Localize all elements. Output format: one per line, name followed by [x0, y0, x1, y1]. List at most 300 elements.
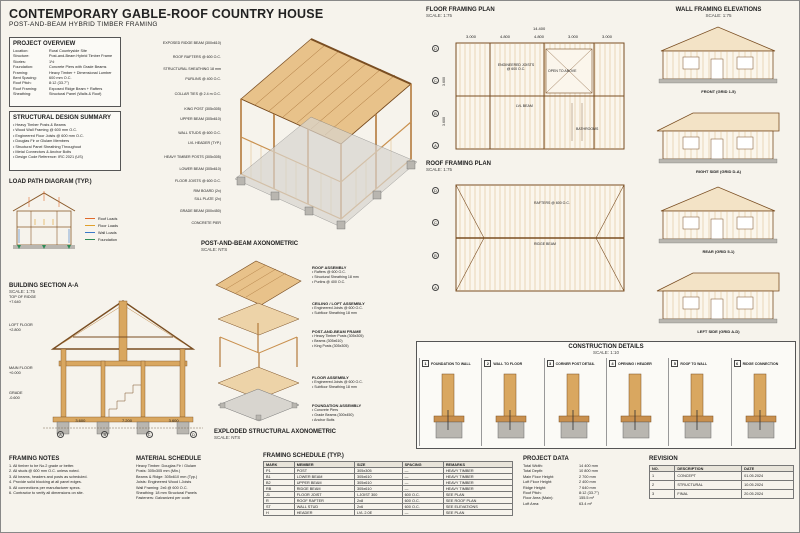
table-cell: — [402, 474, 443, 480]
axo-callout: FLOOR JOISTS @ 600 O.C. [175, 179, 221, 183]
elevation-drawing [653, 105, 783, 167]
roof-plan-grid-rows [432, 187, 439, 291]
axo-callout: CONCRETE PIER [191, 221, 221, 225]
revision-heading: REVISION [649, 456, 678, 462]
framing-schedule-panel [263, 453, 513, 516]
project-data-value: 2 700 mm [579, 474, 596, 479]
overview-value: Structural Panel (Walls & Roof) [49, 92, 102, 97]
detail-number: 6 [734, 360, 741, 367]
table-cell: RB [264, 486, 295, 492]
project-overview-panel [9, 37, 121, 107]
project-data-value: 14 400 mm [579, 464, 598, 468]
exploded-panel [206, 257, 411, 442]
detail-drawing [673, 370, 729, 442]
floor-plan-heading: FLOOR FRAMING PLAN [426, 7, 495, 13]
material-schedule-panel [136, 456, 256, 502]
detail-drawing [486, 370, 542, 442]
table-cell: — [402, 510, 443, 516]
axonometric-panel [129, 29, 429, 259]
material-item: Beams & Ridge: 305x610 mm (Typ.) [136, 474, 198, 479]
project-data-key: Loft Area: [523, 501, 540, 506]
summary-item: • Engineered Floor Joists @ 600 mm O.C. [13, 134, 117, 139]
exploded-group [312, 403, 361, 422]
project-data-value: 155.5 m² [579, 496, 594, 501]
roof-plan-heading: ROOF FRAMING PLAN [426, 161, 491, 167]
table-cell: 600 O.C. [402, 504, 443, 510]
table-cell: R [264, 498, 295, 504]
revision-panel [649, 456, 794, 499]
elevation-label: LEFT SIDE (GRID A-D) [697, 329, 740, 334]
building-section-panel [9, 283, 204, 448]
detail-drawing [549, 370, 605, 442]
table-cell: HEADER [294, 510, 354, 516]
overview-key: Foundation: [13, 65, 34, 70]
grid-bubble: C [146, 431, 153, 438]
section-level-value: +0.000 [9, 370, 21, 375]
section-drawing [43, 297, 203, 447]
legend-label: Wall Loads [98, 230, 117, 235]
detail-header [609, 360, 666, 367]
exploded-scale: SCALE: NTS [214, 435, 241, 440]
overview-value: Rural Countryside Site [49, 49, 87, 53]
summary-item: • Wood Wall Framing @ 600 mm O.C. [13, 128, 117, 133]
axo-title [201, 241, 298, 252]
legend-swatch [85, 218, 95, 219]
summary-item: • Metal Connectors & Anchor Bolts [13, 150, 117, 155]
detail-title: OPENING / HEADER [617, 361, 652, 366]
table-cell: 305x610 [355, 480, 403, 486]
legend-swatch [85, 239, 95, 240]
overview-value: 8:12 (33.7°) [49, 81, 69, 86]
section-level-value: +2.800 [9, 327, 21, 332]
schedule-body [264, 468, 513, 516]
material-item: Wall Framing: 2x6 @ 600 O.C. [136, 485, 188, 490]
overview-key: Structure: [13, 54, 30, 59]
detail-title: WALL TO FLOOR [493, 361, 523, 366]
table-cell: J1 [264, 492, 295, 498]
structural-summary-list [13, 123, 117, 161]
exploded-group-title: FOUNDATION ASSEMBLY [312, 403, 362, 408]
detail-cell [481, 358, 543, 446]
floor-plan-dim: 3.000 [601, 34, 612, 39]
exploded-group-item: • Subfloor Sheathing 18 mm [312, 310, 357, 315]
material-item: Joists: Engineered Wood I-Joists [136, 480, 192, 485]
roof-plan-panel [426, 161, 636, 331]
notes-heading: FRAMING NOTES [9, 456, 60, 462]
section-dim: 3.600 [75, 418, 86, 423]
overview-key: Roof Pitch: [13, 81, 32, 86]
sheet-subtitle: POST-AND-BEAM HYBRID TIMBER FRAMING [9, 21, 158, 28]
section-grid-bubbles [57, 431, 197, 438]
elevations-heading: WALL FRAMING ELEVATIONS [675, 7, 762, 13]
detail-cell [606, 358, 668, 446]
notes-list [9, 464, 129, 496]
grid-bubble: D [190, 431, 197, 438]
exploded-title [214, 429, 336, 440]
title-block [9, 7, 323, 28]
axo-callout: PURLINS @ 400 O.C. [185, 77, 221, 81]
project-data-key: Total Depth: [523, 469, 544, 474]
legend-item [85, 222, 118, 229]
schedule-column-header: SIZE [355, 462, 403, 468]
table-cell: HEAVY TIMBER [443, 474, 512, 480]
detail-title: FOUNDATION TO WALL [431, 361, 471, 366]
exploded-drawing [206, 257, 311, 422]
roof-plan-drawing [454, 183, 626, 293]
note-item: 6. Contractor to verify all dimensions on site. [9, 491, 84, 496]
axo-callout: RIM BOARD (2x) [193, 189, 221, 193]
project-data-row [523, 502, 638, 507]
exploded-group [312, 375, 363, 390]
detail-title: RIDGE CONNECTION [742, 361, 779, 366]
axo-callout: STRUCTURAL SHEATHING 18 mm [163, 67, 221, 71]
table-cell: 10.05.2024 [742, 481, 794, 490]
schedule-heading: FRAMING SCHEDULE (TYP.) [263, 453, 344, 459]
schedule-column-header: MEMBER [294, 462, 354, 468]
exploded-group [312, 329, 364, 348]
exploded-group-item: • Subfloor Sheathing 18 mm [312, 384, 357, 389]
axo-callout: HEAVY TIMBER POSTS (305x305) [164, 155, 221, 159]
floor-plan-side-dim: 3.600 [442, 116, 446, 126]
section-level [9, 323, 33, 332]
overview-key: Framing: [13, 70, 28, 75]
section-level [9, 366, 33, 375]
section-level-value: -0.600 [9, 395, 20, 400]
roof-plan-label-rafters: RAFTERS @ 600 O.C. [534, 201, 570, 205]
legend-label: Floor Loads [98, 223, 119, 228]
overview-value: Concrete Piers with Grade Beams [49, 65, 107, 70]
grid-bubble: A [432, 284, 439, 291]
detail-title: ROOF TO WALL [680, 361, 708, 366]
revision-column-header: DATE [742, 466, 794, 472]
note-item: 5. All connections per manufacturer specs. [9, 485, 81, 490]
section-dim: 3.600 [168, 418, 179, 423]
grid-bubble: A [57, 431, 64, 438]
floor-plan-overall-dim: 14.400 [533, 26, 546, 31]
overview-key: Stories: [13, 59, 26, 64]
section-level-value: +7.640 [9, 299, 21, 304]
detail-number: 5 [671, 360, 678, 367]
table-cell: — [402, 468, 443, 474]
roof-plan-scale: SCALE: 1:75 [426, 167, 453, 172]
exploded-heading: EXPLODED STRUCTURAL AXONOMETRIC [214, 429, 337, 435]
table-cell: 2x8 [355, 498, 403, 504]
project-data-key: Floor Area (Main): [523, 496, 554, 501]
floor-plan-dim: 4.800 [533, 34, 544, 39]
table-cell: ST [264, 504, 295, 510]
section-scale: SCALE: 1:75 [9, 289, 36, 294]
section-dim: 7.200 [121, 418, 132, 423]
legend-item [85, 229, 118, 236]
table-cell: POST [294, 468, 354, 474]
axo-callout: EXPOSED RIDGE BEAM (300x610) [162, 41, 221, 45]
table-cell: HEAVY TIMBER [443, 486, 512, 492]
exploded-group-title: POST-AND-BEAM FRAME [312, 329, 362, 334]
table-cell: 2x6 [355, 504, 403, 510]
sheet-title: CONTEMPORARY GABLE-ROOF COUNTRY HOUSE [9, 7, 324, 21]
floor-plan-dim: 4.800 [499, 34, 510, 39]
exploded-group-item: • Structural Sheathing 18 mm [312, 274, 359, 279]
axo-callout: GRADE BEAM (300x450) [179, 209, 221, 213]
grid-bubble: B [101, 431, 108, 438]
section-dimensions [57, 418, 197, 423]
table-cell: B1 [264, 474, 295, 480]
grid-bubble: B [432, 110, 439, 117]
note-item: 1. All timber to be No.2 grade or better. [9, 464, 75, 468]
floor-plan-side-dim: 3.600 [442, 76, 446, 86]
elevation-view [641, 185, 796, 263]
legend-item [85, 215, 118, 222]
exploded-group-item: • Rafters @ 600 O.C. [312, 270, 346, 274]
elevation-label: REAR (GRID 5-1) [702, 249, 735, 254]
revision-body [650, 472, 794, 499]
table-cell: LOWER BEAM [294, 474, 354, 480]
table-cell: 305x305 [355, 468, 403, 474]
detail-number: 1 [422, 360, 429, 367]
elevations-scale: SCALE: 1:75 [705, 13, 732, 18]
grid-bubble: D [432, 45, 439, 52]
note-item: 2. All studs @ 600 mm O.C. unless noted. [9, 469, 80, 474]
section-level-label: TOP OF RIDGE [9, 295, 37, 299]
detail-header [484, 360, 541, 367]
table-cell: H [264, 510, 295, 516]
schedule-column-header: MARK [264, 462, 295, 468]
schedule-column-header: SPACING [402, 462, 443, 468]
details-heading: CONSTRUCTION DETAILS [568, 344, 644, 350]
project-data-panel [523, 456, 638, 507]
axo-scale: SCALE: NTS [201, 247, 228, 252]
material-list [136, 464, 256, 502]
detail-header [671, 360, 728, 367]
table-cell: — [402, 480, 443, 486]
table-cell: FINAL [675, 490, 742, 499]
project-data-value: 8:12 (33.7°) [579, 491, 599, 496]
table-cell: 3 [650, 490, 675, 499]
floor-plan-label-bathrooms: BATHROOMS [576, 127, 599, 131]
floor-plan-scale: SCALE: 1:75 [426, 13, 453, 18]
load-path-legend [85, 215, 118, 243]
material-item: Fasteners: Galvanized per code [136, 496, 190, 501]
revision-column-header: NO. [650, 466, 675, 472]
exploded-group-item: • Engineered Joists @ 600 O.C. [312, 306, 363, 310]
overview-key: Roof Framing: [13, 86, 38, 91]
detail-cell [668, 358, 730, 446]
exploded-group-item: • King Posts (305x305) [312, 343, 349, 348]
load-path-heading: LOAD PATH DIAGRAM (TYP.) [9, 179, 92, 185]
section-heading: BUILDING SECTION A-A [9, 283, 79, 289]
table-cell: UPPER BEAM [294, 480, 354, 486]
overview-value: Heavy Timber + Dimensional Lumber [49, 70, 112, 75]
project-data-key: Main Floor Height: [523, 474, 555, 479]
table-cell: I-JOIST 300 [355, 492, 403, 498]
exploded-group [312, 301, 365, 316]
section-level [9, 295, 36, 304]
exploded-group-item: • Concrete Piers [312, 408, 339, 412]
project-data-key: Ridge Height: [523, 485, 547, 490]
floor-plan-label-joists: ENGINEERED JOISTS @ 600 O.C. [497, 63, 535, 71]
section-level-label: MAIN FLOOR [9, 366, 33, 370]
table-cell: — [402, 486, 443, 492]
overview-value: Exposed Ridge Beam + Rafters [49, 86, 103, 91]
axo-callout: LVL HEADER (TYP.) [188, 141, 221, 145]
overview-key: Sheathing: [13, 92, 32, 97]
legend-swatch [85, 225, 95, 226]
grid-bubble: A [432, 142, 439, 149]
overview-key: Location: [13, 49, 29, 53]
section-level [9, 391, 23, 400]
grid-bubble: C [432, 219, 439, 226]
detail-cell [731, 358, 793, 446]
detail-title: CORNER POST DETAIL [555, 361, 595, 366]
structural-summary-heading: STRUCTURAL DESIGN SUMMARY [13, 115, 112, 121]
exploded-group-title: ROOF ASSEMBLY [312, 265, 347, 270]
floor-plan-label-open: OPEN TO ABOVE [548, 69, 577, 73]
elevation-label: RIGHT SIDE (GRID D-A) [696, 169, 741, 174]
material-item: Posts: 305x305 mm (Min.) [136, 469, 181, 474]
table-cell: LVL 2.0E [355, 510, 403, 516]
table-cell: SEE ELEVATIONS [443, 504, 512, 510]
exploded-group-title: FLOOR ASSEMBLY [312, 375, 349, 380]
material-item: Heavy Timber: Douglas Fir / Glulam [136, 464, 197, 468]
axo-callout: COLLAR TIES @ 2.4 m O.C. [174, 92, 221, 96]
table-cell: 1 [650, 472, 675, 481]
table-cell: 20.05.2024 [742, 490, 794, 499]
axo-callout: SILL PLATE (2x) [194, 197, 221, 201]
summary-item: • Structural Panel Sheathing Throughout [13, 145, 117, 150]
detail-drawing [611, 370, 667, 442]
section-level-label: GRADE [9, 391, 23, 395]
legend-item [85, 236, 118, 243]
table-row [650, 472, 794, 481]
table-row [650, 481, 794, 490]
exploded-group-item: • Beams (305x610) [312, 338, 343, 343]
table-cell: 2 [650, 481, 675, 490]
material-item: Sheathing: 18 mm Structural Panels [136, 491, 197, 496]
structural-summary-panel [9, 111, 121, 171]
table-row [650, 490, 794, 499]
project-data-value: 7 640 mm [579, 485, 596, 490]
project-data-key: Roof Pitch: [523, 491, 542, 496]
load-path-diagram [9, 189, 79, 251]
overview-row [13, 92, 117, 97]
load-path-panel [9, 179, 129, 259]
table-cell: FLOOR JOIST [294, 492, 354, 498]
overview-value: 600 mm O.C. [49, 76, 72, 81]
exploded-group-item: • Heavy Timber Posts (305x305) [312, 334, 364, 338]
summary-item: • Design Code Reference: IRC 2021 (US) [13, 155, 117, 160]
project-overview-list [13, 49, 117, 98]
note-item: 4. Provide solid blocking at all panel edges. [9, 480, 82, 485]
construction-details-panel [416, 341, 796, 449]
project-data-key: Loft Floor Height: [523, 480, 553, 485]
schedule-column-header: REMARKS [443, 462, 512, 468]
project-data-value: 63.4 m² [579, 501, 592, 506]
revision-column-header: DESCRIPTION [675, 466, 742, 472]
detail-cell [419, 358, 481, 446]
table-cell: SEE ROOF PLAN [443, 498, 512, 504]
axo-callout: WALL STUDS @ 600 O.C. [178, 131, 221, 135]
detail-drawing [736, 370, 792, 442]
project-data-value: 2 400 mm [579, 480, 596, 485]
table-cell: WALL STUD [294, 504, 354, 510]
elevation-label: FRONT (GRID 1-5) [701, 89, 736, 94]
floor-plan-label-lvl-beam: LVL BEAM [516, 104, 533, 108]
exploded-group-title: CEILING / LOFT ASSEMBLY [312, 301, 365, 306]
legend-label: Roof Loads [98, 216, 118, 221]
detail-header [547, 360, 604, 367]
elevation-drawing [653, 25, 783, 87]
floor-plan-dim: 3.000 [465, 34, 476, 39]
floor-plan-grid-rows [432, 45, 439, 149]
project-data-list [523, 464, 638, 507]
floor-plan-dim: 3.000 [567, 34, 578, 39]
axo-heading: POST-AND-BEAM AXONOMETRIC [201, 241, 299, 247]
table-cell: B2 [264, 480, 295, 486]
overview-value: Post-and-Beam Hybrid Timber Frame [49, 54, 113, 59]
material-heading: MATERIAL SCHEDULE [136, 456, 202, 462]
detail-number: 2 [484, 360, 491, 367]
elevation-view [641, 105, 796, 183]
detail-list [419, 358, 793, 446]
table-cell: SEE PLAN [443, 492, 512, 498]
floor-plan-drawing [454, 41, 626, 151]
table-cell: 01.05.2024 [742, 472, 794, 481]
revision-table [649, 465, 794, 499]
project-data-heading: PROJECT DATA [523, 456, 569, 462]
project-data-key: Total Width: [523, 464, 543, 468]
exploded-group-item: • Anchor Bolts [312, 417, 335, 422]
detail-header [734, 360, 791, 367]
details-scale: SCALE: 1:10 [592, 350, 619, 355]
axo-drawing [221, 29, 431, 234]
detail-cell [544, 358, 606, 446]
project-overview-heading: PROJECT OVERVIEW [13, 41, 76, 47]
axo-callout: KING POST (305x305) [184, 107, 221, 111]
framing-notes-panel [9, 456, 129, 496]
legend-swatch [85, 232, 95, 233]
table-cell: 305x610 [355, 486, 403, 492]
table-cell: CONCEPT [675, 472, 742, 481]
exploded-group-item: • Engineered Joists @ 600 O.C. [312, 380, 363, 384]
table-cell: P1 [264, 468, 295, 474]
elevation-drawing [653, 265, 783, 327]
grid-bubble: D [432, 187, 439, 194]
table-cell: 600 O.C. [402, 492, 443, 498]
floor-plan-dims [454, 34, 624, 39]
note-item: 3. All beams, headers and posts as scheduled. [9, 474, 88, 479]
overview-key: Bent Spacing: [13, 76, 37, 81]
elevation-drawing [653, 185, 783, 247]
floor-plan-panel [426, 7, 636, 157]
detail-number: 4 [609, 360, 616, 367]
exploded-group [312, 265, 359, 284]
table-row [264, 510, 513, 516]
legend-label: Foundation [98, 237, 117, 242]
summary-item: • Douglas Fir or Glulam Members [13, 139, 117, 144]
table-cell: RIDGE BEAM [294, 486, 354, 492]
table-cell: SEE PLAN [443, 510, 512, 516]
axo-callout: LOWER BEAM (305x610) [179, 167, 221, 171]
axo-callout: ROOF RAFTERS @ 600 O.C. [172, 55, 221, 59]
table-cell: HEAVY TIMBER [443, 468, 512, 474]
elevation-view [641, 265, 796, 343]
floor-plan-side-dims [442, 61, 446, 141]
exploded-group-item: • Grade Beams (300x450) [312, 412, 354, 417]
elevations-panel [641, 7, 796, 342]
table-cell: ROOF RAFTER [294, 498, 354, 504]
detail-header [422, 360, 479, 367]
axo-callout: UPPER BEAM (305x610) [180, 117, 221, 121]
